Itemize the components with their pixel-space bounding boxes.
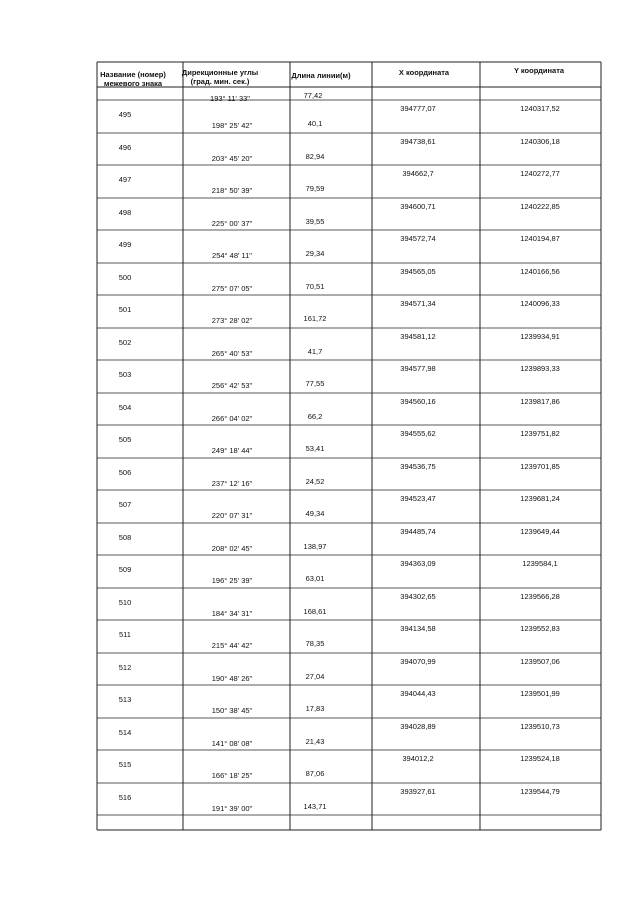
y-coordinate: 1239681,24	[520, 494, 560, 503]
direction-angle: 249° 18' 44"	[211, 446, 253, 455]
x-coordinate: 394028,89	[400, 722, 436, 731]
direction-angle: 196° 25' 39"	[211, 576, 253, 585]
x-coordinate: 394363,09	[400, 559, 436, 568]
y-coordinate: 1239552,83	[520, 624, 560, 633]
point-name: 501	[118, 305, 132, 314]
y-coordinate: 1239501,99	[520, 689, 560, 698]
point-name: 497	[118, 175, 132, 184]
direction-angle: 265° 40' 53"	[211, 349, 253, 358]
x-coordinate: 394302,65	[400, 592, 436, 601]
point-name: 503	[118, 370, 132, 379]
x-coordinate: 394134,58	[400, 624, 436, 633]
x-coordinate: 394662,7	[402, 169, 434, 178]
y-coordinate: 1240194,87	[520, 234, 560, 243]
direction-angle: 220° 07' 31"	[211, 511, 253, 520]
y-coordinate: 1239701,85	[520, 462, 560, 471]
line-length: 168,61	[303, 607, 327, 616]
y-coordinate: 1239817,86	[520, 397, 560, 406]
line-length: 138,97	[303, 542, 327, 551]
point-name: 511	[119, 630, 131, 639]
line-length: 41,7	[307, 347, 323, 356]
direction-angle: 254° 48' 11"	[212, 251, 252, 260]
header-angle: Дирекционные углы (град. мин. сек.)	[181, 68, 259, 86]
direction-angle: 150° 38' 45"	[211, 706, 253, 715]
point-name: 496	[118, 143, 132, 152]
line-length: 39,55	[305, 217, 325, 226]
direction-angle: 191° 39' 00"	[211, 804, 253, 813]
header-x: X координата	[398, 68, 450, 77]
x-coordinate: 394777,07	[400, 104, 436, 113]
line-length: 27,04	[305, 672, 325, 681]
direction-angle: 184° 34' 31"	[211, 609, 253, 618]
header-length: Длина линии(м)	[291, 71, 351, 80]
y-coordinate: 1240306,18	[520, 137, 560, 146]
point-name: 500	[118, 273, 132, 282]
direction-angle: 215° 44' 42"	[211, 641, 253, 650]
x-coordinate: 394485,74	[400, 527, 436, 536]
header-y: Y координата	[513, 66, 565, 75]
first-segment-angle: 193° 11' 33"	[210, 94, 250, 103]
point-name: 505	[118, 435, 132, 444]
point-name: 499	[118, 240, 132, 249]
direction-angle: 256° 42' 53"	[211, 381, 253, 390]
y-coordinate: 1240222,85	[520, 202, 560, 211]
y-coordinate: 1239544,79	[520, 787, 560, 796]
x-coordinate: 394560,16	[400, 397, 436, 406]
direction-angle: 166° 18' 25"	[211, 771, 253, 780]
point-name: 516	[118, 793, 132, 802]
direction-angle: 198° 25' 42"	[211, 121, 253, 130]
x-coordinate: 394581,12	[400, 332, 436, 341]
line-length: 63,01	[305, 574, 325, 583]
x-coordinate: 394555,62	[400, 429, 436, 438]
y-coordinate: 1239510,73	[520, 722, 560, 731]
x-coordinate: 394600,71	[400, 202, 436, 211]
y-coordinate: 1239893,33	[520, 364, 560, 373]
direction-angle: 273° 28' 02"	[211, 316, 253, 325]
line-length: 17,83	[305, 704, 325, 713]
point-name: 495	[118, 110, 132, 119]
x-coordinate: 394565,05	[400, 267, 436, 276]
y-coordinate: 1240096,33	[520, 299, 560, 308]
direction-angle: 190° 48' 26"	[211, 674, 253, 683]
line-length: 79,59	[305, 184, 325, 193]
direction-angle: 237° 12' 16"	[211, 479, 253, 488]
header-name: Название (номер) межевого знака	[100, 70, 166, 88]
y-coordinate: 1239934,91	[520, 332, 560, 341]
point-name: 508	[118, 533, 132, 542]
direction-angle: 225° 00' 37"	[211, 219, 253, 228]
y-coordinate: 1239524,18	[520, 754, 560, 763]
y-coordinate: 1239566,28	[520, 592, 560, 601]
point-name: 515	[118, 760, 132, 769]
line-length: 21,43	[305, 737, 325, 746]
y-coordinate: 1240317,52	[520, 104, 560, 113]
line-length: 70,51	[305, 282, 325, 291]
line-length: 82,94	[305, 152, 325, 161]
point-name: 513	[118, 695, 132, 704]
x-coordinate: 394044,43	[400, 689, 436, 698]
direction-angle: 218° 50' 39"	[211, 186, 253, 195]
direction-angle: 275° 07' 05"	[211, 284, 253, 293]
point-name: 507	[118, 500, 132, 509]
first-segment-length: 77,42	[303, 91, 323, 100]
x-coordinate: 394738,61	[400, 137, 436, 146]
y-coordinate: 1239751,82	[520, 429, 560, 438]
point-name: 514	[118, 728, 132, 737]
x-coordinate: 393927,61	[400, 787, 436, 796]
x-coordinate: 394572,74	[400, 234, 436, 243]
y-coordinate: 1239507,06	[520, 657, 560, 666]
y-coordinate: 1239584,1	[522, 559, 558, 568]
x-coordinate: 394577,98	[400, 364, 436, 373]
point-name: 509	[118, 565, 132, 574]
line-length: 77,55	[305, 379, 325, 388]
line-length: 53,41	[305, 444, 325, 453]
line-length: 87,06	[305, 769, 325, 778]
point-name: 504	[118, 403, 132, 412]
line-length: 24,52	[305, 477, 325, 486]
line-length: 78,35	[305, 639, 325, 648]
direction-angle: 141° 08' 08"	[211, 739, 253, 748]
y-coordinate: 1239649,44	[520, 527, 560, 536]
x-coordinate: 394070,99	[400, 657, 436, 666]
line-length: 161,72	[303, 314, 327, 323]
point-name: 506	[118, 468, 132, 477]
y-coordinate: 1240272,77	[520, 169, 560, 178]
x-coordinate: 394012,2	[402, 754, 434, 763]
line-length: 66,2	[307, 412, 323, 421]
line-length: 29,34	[305, 249, 325, 258]
point-name: 512	[118, 663, 132, 672]
direction-angle: 208° 02' 45"	[211, 544, 253, 553]
direction-angle: 203° 45' 20"	[211, 154, 253, 163]
point-name: 498	[118, 208, 132, 217]
line-length: 40,1	[307, 119, 323, 128]
x-coordinate: 394536,75	[400, 462, 436, 471]
x-coordinate: 394571,34	[400, 299, 436, 308]
point-name: 502	[118, 338, 132, 347]
direction-angle: 266° 04' 02"	[211, 414, 253, 423]
line-length: 143,71	[303, 802, 327, 811]
point-name: 510	[118, 598, 132, 607]
line-length: 49,34	[305, 509, 325, 518]
y-coordinate: 1240166,56	[520, 267, 560, 276]
x-coordinate: 394523,47	[400, 494, 436, 503]
